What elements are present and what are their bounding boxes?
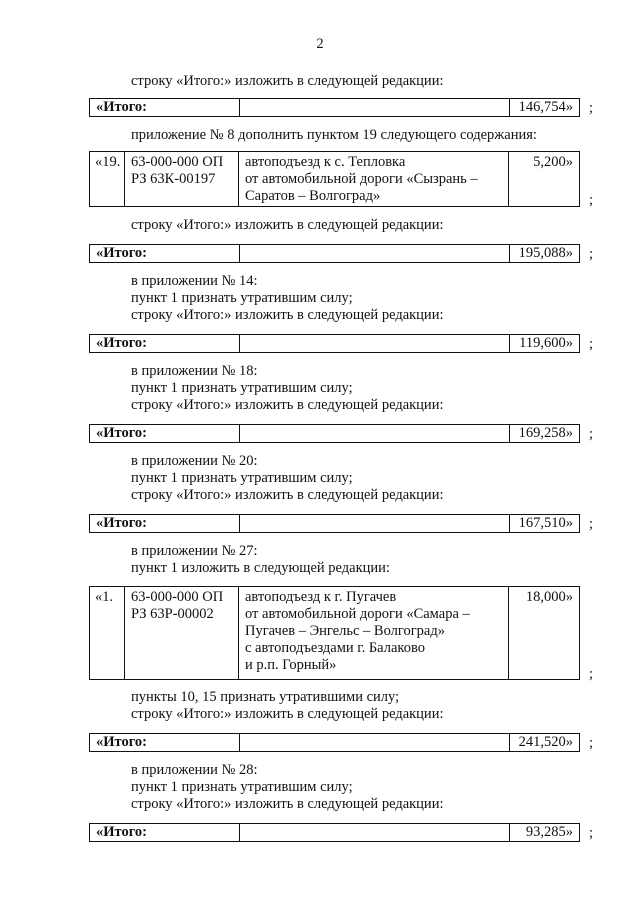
itogo-label: «Итого:	[90, 824, 240, 841]
road-name-line: Пугачев – Энгельс – Волгоград»	[245, 623, 445, 639]
paragraph: приложение № 8 дополнить пунктом 19 следующего содержания:	[131, 127, 537, 143]
semicolon: ;	[589, 735, 594, 751]
row-number: «1.	[90, 587, 125, 679]
paragraph: пункты 10, 15 признать утратившими силу;	[131, 689, 400, 705]
itogo-table	[89, 334, 580, 353]
itogo-value: 167,510»	[509, 515, 579, 532]
road-code	[125, 152, 239, 206]
paragraph: строку «Итого:» изложить в следующей редакции:	[131, 796, 444, 812]
paragraph: пункт 1 изложить в следующей редакции:	[131, 560, 390, 576]
paragraph: строку «Итого:» изложить в следующей редакции:	[131, 73, 444, 89]
itogo-label: «Итого:	[90, 99, 240, 116]
row-number: «19.	[90, 152, 125, 206]
semicolon: ;	[589, 246, 594, 262]
semicolon: ;	[589, 100, 594, 116]
semicolon: ;	[589, 825, 594, 841]
paragraph: в приложении № 18:	[131, 363, 258, 379]
page-number: 2	[316, 36, 324, 52]
road-code-line: 63-000-000 ОП	[131, 154, 224, 170]
paragraph: в приложении № 14:	[131, 273, 258, 289]
paragraph: строку «Итого:» изложить в следующей редакции:	[131, 706, 444, 722]
road-name-line: автоподъезд к г. Пугачев	[245, 589, 397, 605]
road-name-line: автоподъезд к с. Тепловка	[245, 154, 406, 170]
semicolon: ;	[589, 666, 594, 682]
itogo-table	[89, 823, 580, 842]
road-code	[125, 587, 239, 679]
itogo-value: 195,088»	[509, 245, 579, 262]
paragraph: строку «Итого:» изложить в следующей редакции:	[131, 217, 444, 233]
road-code-line: РЗ 63Р-00002	[131, 606, 214, 622]
road-length: 18,000»	[525, 589, 573, 605]
itogo-label: «Итого:	[90, 425, 240, 442]
semicolon: ;	[589, 426, 594, 442]
paragraph: строку «Итого:» изложить в следующей редакции:	[131, 487, 444, 503]
paragraph: в приложении № 28:	[131, 762, 258, 778]
paragraph: строку «Итого:» изложить в следующей редакции:	[131, 397, 444, 413]
road-code-line: 63-000-000 ОП	[131, 589, 224, 605]
paragraph: пункт 1 признать утратившим силу;	[131, 779, 353, 795]
paragraph: в приложении № 20:	[131, 453, 258, 469]
semicolon: ;	[589, 192, 594, 208]
itogo-table	[89, 514, 580, 533]
itogo-table	[89, 244, 580, 263]
road-code-line: РЗ 63К-00197	[131, 171, 216, 187]
itogo-label: «Итого:	[90, 734, 240, 751]
detail-table	[89, 586, 580, 680]
itogo-value: 241,520»	[509, 734, 579, 751]
road-name-line: от автомобильной дороги «Самара –	[245, 606, 470, 622]
road-name-line: от автомобильной дороги «Сызрань –	[245, 171, 478, 187]
road-name-line: Саратов – Волгоград»	[245, 188, 381, 204]
detail-table	[89, 151, 580, 207]
itogo-label: «Итого:	[90, 335, 240, 352]
itogo-label: «Итого:	[90, 515, 240, 532]
itogo-table	[89, 98, 580, 117]
road-name	[239, 152, 509, 206]
itogo-value: 169,258»	[509, 425, 579, 442]
paragraph: пункт 1 признать утратившим силу;	[131, 290, 353, 306]
itogo-value: 93,285»	[509, 824, 579, 841]
itogo-table	[89, 733, 580, 752]
semicolon: ;	[589, 516, 594, 532]
road-name-line: и р.п. Горный»	[245, 657, 337, 673]
semicolon: ;	[589, 336, 594, 352]
road-name	[239, 587, 509, 679]
road-name-line: с автоподъездами г. Балаково	[245, 640, 425, 656]
paragraph: пункт 1 признать утратившим силу;	[131, 380, 353, 396]
itogo-label: «Итого:	[90, 245, 240, 262]
paragraph: пункт 1 признать утратившим силу;	[131, 470, 353, 486]
paragraph: строку «Итого:» изложить в следующей редакции:	[131, 307, 444, 323]
itogo-value: 146,754»	[509, 99, 579, 116]
paragraph: в приложении № 27:	[131, 543, 258, 559]
road-length: 5,200»	[533, 154, 573, 170]
itogo-value: 119,600»	[509, 335, 579, 352]
itogo-table	[89, 424, 580, 443]
